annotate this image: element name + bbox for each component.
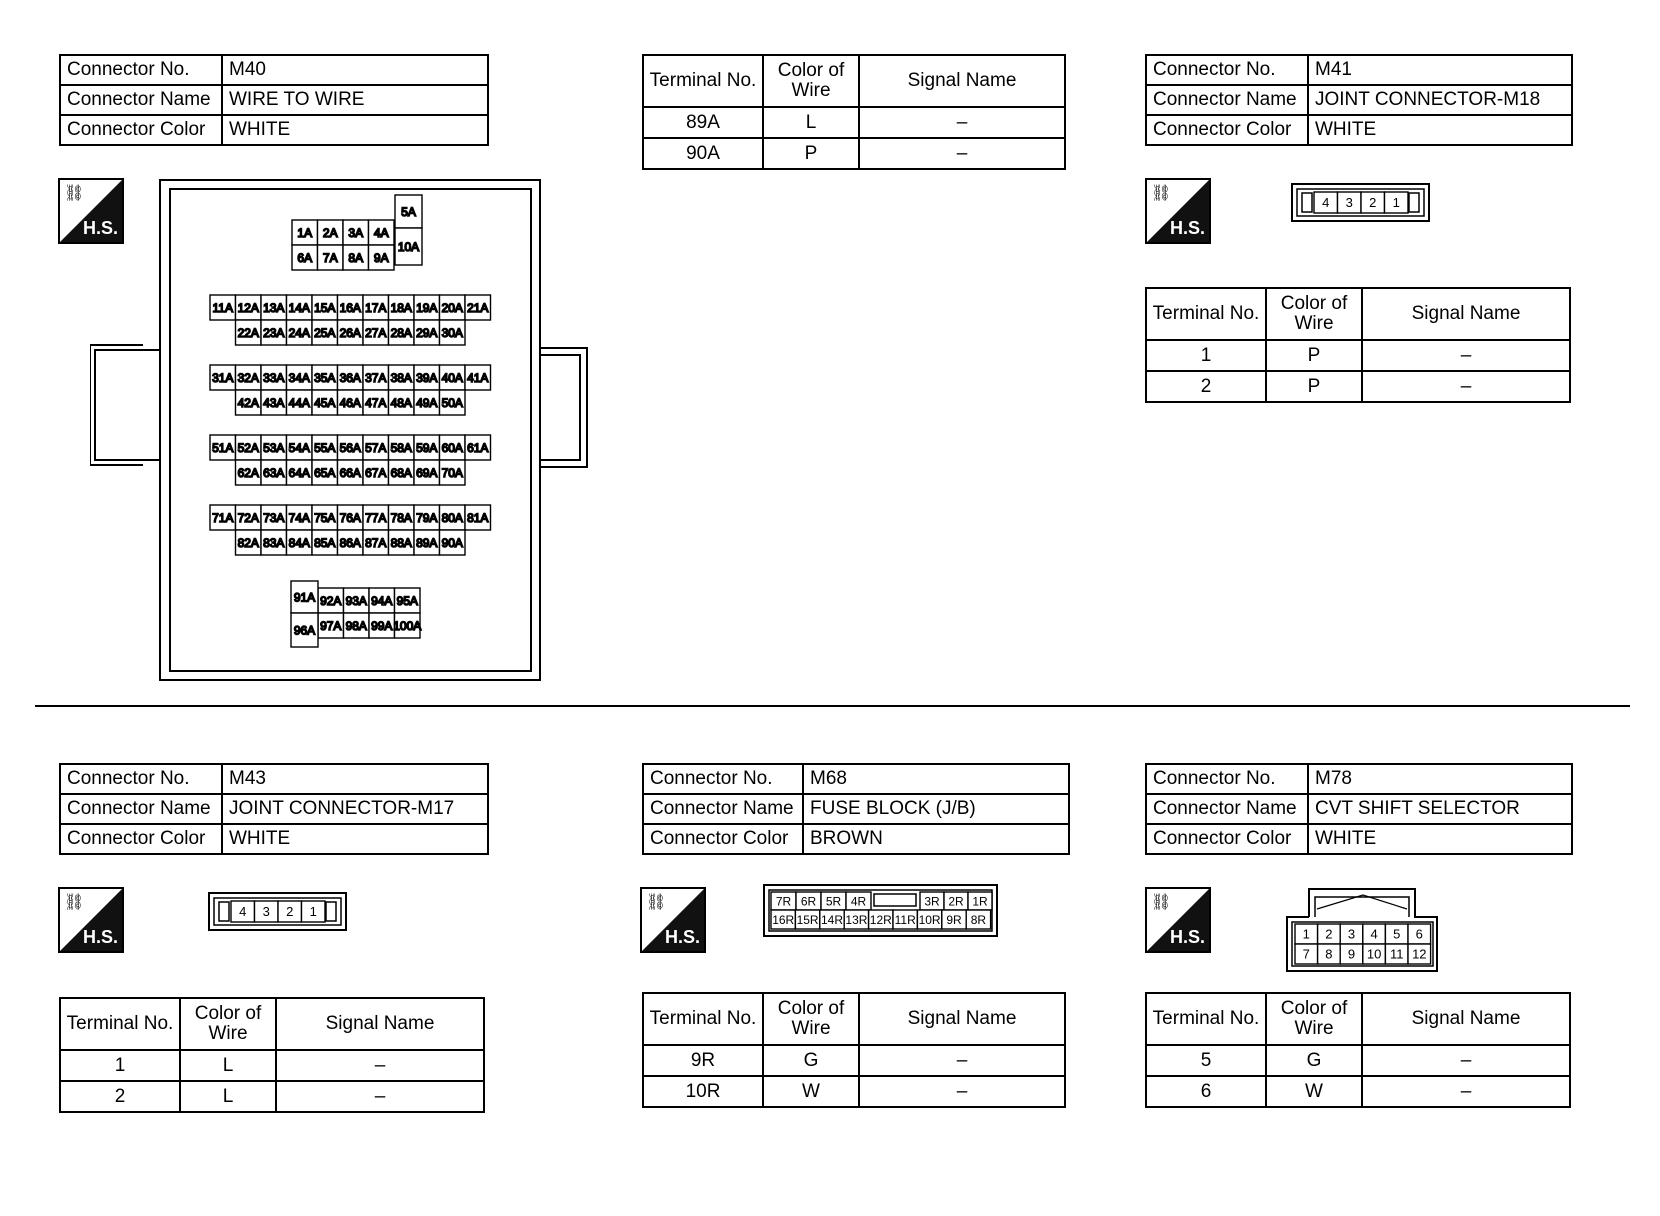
pin-label: 6A xyxy=(297,250,313,265)
pin-label: 7 xyxy=(1302,946,1310,962)
latch-icon xyxy=(1409,193,1419,212)
wire-color: G xyxy=(1266,1045,1362,1076)
table-header xyxy=(1146,993,1570,1045)
pin-label: 10A xyxy=(397,239,420,254)
pin-label: 22A xyxy=(237,325,259,340)
hs-label: H.S. xyxy=(1169,218,1205,238)
table-header xyxy=(643,993,1065,1045)
latch-icon xyxy=(1302,193,1312,212)
m68-connector-diagram xyxy=(762,883,1000,938)
pin-label: 51A xyxy=(212,440,234,455)
pin-label: 79A xyxy=(416,510,438,525)
table-row xyxy=(1146,1045,1570,1076)
table-row xyxy=(643,1076,1065,1107)
m41-info-table xyxy=(1145,54,1573,146)
pin-label: 7A xyxy=(322,250,338,265)
label-connector-no: Connector No. xyxy=(60,764,222,794)
m43-pin-row xyxy=(219,901,336,922)
pin-label: 95A xyxy=(396,593,418,608)
label-connector-no: Connector No. xyxy=(643,764,803,794)
header-terminal-no: Terminal No. xyxy=(643,55,763,107)
signal-name: – xyxy=(859,138,1065,169)
pin-label: 77A xyxy=(365,510,387,525)
pin-label: 56A xyxy=(339,440,361,455)
header-color-of: Color of xyxy=(1280,998,1348,1019)
pin-label: 28A xyxy=(390,325,412,340)
signal-name: – xyxy=(1362,1076,1570,1107)
pin-label: 73A xyxy=(263,510,285,525)
terminal-no: 6 xyxy=(1146,1076,1266,1107)
header-color-of-wire xyxy=(763,993,859,1045)
signal-name: – xyxy=(859,1076,1065,1107)
pin-label: 12A xyxy=(237,300,259,315)
table-row xyxy=(60,764,488,794)
pin-label: 3A xyxy=(348,225,364,240)
pin-label: 5R xyxy=(825,894,842,909)
pin-label: 80A xyxy=(441,510,463,525)
label-connector-name: Connector Name xyxy=(60,85,222,115)
pin-label: 15A xyxy=(314,300,336,315)
pin-label: 32A xyxy=(237,370,259,385)
pin-label: 4 xyxy=(1322,195,1330,211)
m68-terminal-table xyxy=(642,992,1066,1108)
pin-label: 11 xyxy=(1389,946,1404,962)
table-row xyxy=(60,85,488,115)
pin-label: 23A xyxy=(263,325,285,340)
table-row xyxy=(1146,340,1570,371)
wire-color: P xyxy=(1266,340,1362,371)
header-terminal-no: Terminal No. xyxy=(1146,288,1266,340)
hs-badge-icon xyxy=(640,887,706,953)
header-terminal-no: Terminal No. xyxy=(60,998,180,1050)
pin-label: 47A xyxy=(365,395,387,410)
m68-connector-no: M68 xyxy=(803,764,1069,794)
hs-label: H.S. xyxy=(82,927,118,947)
pin-label: 1R xyxy=(972,894,988,909)
pin-label: 18A xyxy=(390,300,412,315)
pin-label: 59A xyxy=(416,440,438,455)
hs-badge-icon xyxy=(58,887,124,953)
pin-label: 52A xyxy=(237,440,259,455)
table-row xyxy=(60,794,488,824)
pin-label: 27A xyxy=(365,325,387,340)
pin-label: 3 xyxy=(1345,195,1353,211)
m41-connector-name: JOINT CONNECTOR-M18 xyxy=(1308,85,1572,115)
pin-label: 81A xyxy=(467,510,489,525)
table-row xyxy=(643,794,1069,824)
header-wire: Wire xyxy=(1294,1018,1334,1039)
hs-label: H.S. xyxy=(1169,927,1205,947)
m78-info-table xyxy=(1145,763,1573,855)
label-connector-name: Connector Name xyxy=(60,794,222,824)
m41-connector-no: M41 xyxy=(1308,55,1572,85)
pin-label: 70A xyxy=(441,465,463,480)
pin-label: 31A xyxy=(212,370,234,385)
pin-label: 10 xyxy=(1366,946,1382,962)
m40-terminal-table xyxy=(642,54,1066,170)
m68-connector-color: BROWN xyxy=(803,824,1069,854)
header-wire: Wire xyxy=(208,1023,248,1044)
pin-label: 46A xyxy=(339,395,361,410)
header-color-of: Color of xyxy=(1280,293,1348,314)
pin-label: 97A xyxy=(320,618,342,633)
signal-name: – xyxy=(859,1045,1065,1076)
pin-label: 9R xyxy=(946,912,962,927)
signal-name: – xyxy=(859,107,1065,138)
pin-label: 5A xyxy=(401,204,416,219)
table-header xyxy=(60,998,484,1050)
pin-label: 100A xyxy=(393,618,422,633)
pin-label: 65A xyxy=(314,465,336,480)
table-row xyxy=(60,1081,484,1112)
table-row xyxy=(1146,115,1572,145)
pin-label: 12 xyxy=(1412,946,1427,962)
pin-label: 74A xyxy=(288,510,310,525)
pin-label: 76A xyxy=(339,510,361,525)
signal-name: – xyxy=(276,1050,484,1081)
header-wire: Wire xyxy=(791,80,831,101)
header-color-of-wire xyxy=(1266,288,1362,340)
pin-label: 75A xyxy=(314,510,336,525)
pin-label: 30A xyxy=(441,325,463,340)
pin-label: 24A xyxy=(288,325,310,340)
pin-label: 37A xyxy=(365,370,387,385)
wire-color: P xyxy=(763,138,859,169)
wire-color: L xyxy=(763,107,859,138)
pin-label: 12R xyxy=(869,912,892,927)
pin-label: 11A xyxy=(212,300,233,315)
pin-label: 21A xyxy=(467,300,489,315)
signal-name: – xyxy=(1362,1045,1570,1076)
pin-label: 82A xyxy=(237,535,259,550)
m40-connector-no: M40 xyxy=(222,55,488,85)
m41-connector-color: WHITE xyxy=(1308,115,1572,145)
pin-label: 4 xyxy=(239,904,247,920)
pin-label: 1 xyxy=(1392,195,1400,211)
pin-label: 29A xyxy=(416,325,438,340)
header-wire: Wire xyxy=(791,1018,831,1039)
pin-label: 26A xyxy=(339,325,361,340)
pin-label: 43A xyxy=(263,395,285,410)
pin-label: 4 xyxy=(1370,926,1378,942)
pin-label: 64A xyxy=(288,465,310,480)
pin-label: 11R xyxy=(894,912,916,927)
pin-label: 42A xyxy=(237,395,259,410)
pin-label: 10R xyxy=(918,912,941,927)
pin-label: 14R xyxy=(820,912,844,927)
table-row xyxy=(1146,85,1572,115)
pin-label: 88A xyxy=(390,535,412,550)
pin-label: 19A xyxy=(416,300,438,315)
m40-connector-name: WIRE TO WIRE xyxy=(222,85,488,115)
m40-info-table xyxy=(59,54,489,146)
pin-label: 63A xyxy=(263,465,285,480)
wire-color: W xyxy=(763,1076,859,1107)
header-signal-name: Signal Name xyxy=(276,998,484,1050)
wire-color: G xyxy=(763,1045,859,1076)
label-connector-name: Connector Name xyxy=(1146,794,1308,824)
m78-terminal-table xyxy=(1145,992,1571,1108)
pin-label: 67A xyxy=(365,465,387,480)
label-connector-no: Connector No. xyxy=(60,55,222,85)
m40-connector-diagram xyxy=(90,175,595,685)
pin-label: 50A xyxy=(441,395,463,410)
pin-label: 25A xyxy=(314,325,336,340)
table-row xyxy=(643,107,1065,138)
m43-terminal-table xyxy=(59,997,485,1113)
connector-icon: ⛓ xyxy=(646,894,667,911)
pin-label: 55A xyxy=(314,440,336,455)
label-connector-name: Connector Name xyxy=(1146,85,1308,115)
pin-label: 39A xyxy=(416,370,438,385)
pin-label: 35A xyxy=(314,370,336,385)
pin-label: 13A xyxy=(263,300,285,315)
table-header xyxy=(643,55,1065,107)
pin-label: 85A xyxy=(314,535,336,550)
header-color-of: Color of xyxy=(194,1003,262,1024)
m43-connector-no: M43 xyxy=(222,764,488,794)
pin-label: 5 xyxy=(1393,926,1401,942)
pin-label: 14A xyxy=(288,300,310,315)
terminal-no: 9R xyxy=(643,1045,763,1076)
pin-label: 45A xyxy=(314,395,336,410)
terminal-no: 89A xyxy=(643,107,763,138)
table-row xyxy=(1146,55,1572,85)
table-row xyxy=(643,824,1069,854)
pin-label: 1A xyxy=(297,225,313,240)
table-row xyxy=(60,1050,484,1081)
m43-connector-name: JOINT CONNECTOR-M17 xyxy=(222,794,488,824)
pin-label: 6 xyxy=(1415,926,1423,942)
pin-label: 20A xyxy=(441,300,463,315)
pin-label: 83A xyxy=(263,535,285,550)
table-row xyxy=(60,115,488,145)
m43-connector-color: WHITE xyxy=(222,824,488,854)
pin-label: 48A xyxy=(390,395,412,410)
header-signal-name: Signal Name xyxy=(1362,288,1570,340)
table-row xyxy=(1146,824,1572,854)
pin-label: 91A xyxy=(293,590,316,605)
pin-label: 57A xyxy=(365,440,387,455)
header-color-of-wire xyxy=(1266,993,1362,1045)
label-connector-name: Connector Name xyxy=(643,794,803,824)
label-connector-no: Connector No. xyxy=(1146,55,1308,85)
pin-label: 13R xyxy=(845,912,868,927)
header-signal-name: Signal Name xyxy=(859,55,1065,107)
pin-label: 44A xyxy=(288,395,310,410)
pin-label: 16R xyxy=(772,912,795,927)
pin-label: 6R xyxy=(800,894,817,909)
pin-label: 8 xyxy=(1325,946,1333,962)
terminal-no: 90A xyxy=(643,138,763,169)
m78-connector-no: M78 xyxy=(1308,764,1572,794)
m78-connector-diagram xyxy=(1285,887,1441,973)
m41-terminal-table xyxy=(1145,287,1571,403)
connector-icon: ⛓ xyxy=(64,185,85,202)
header-wire: Wire xyxy=(1294,313,1334,334)
header-color-of-wire xyxy=(763,55,859,107)
pin-label: 8A xyxy=(348,250,364,265)
wire-color: L xyxy=(180,1050,276,1081)
m78-pin-grid xyxy=(1295,924,1431,964)
wire-color: P xyxy=(1266,371,1362,402)
pin-label: 1 xyxy=(309,904,317,920)
label-connector-color: Connector Color xyxy=(1146,115,1308,145)
pin-label: 7R xyxy=(775,894,792,909)
label-connector-color: Connector Color xyxy=(643,824,803,854)
hs-badge-icon xyxy=(1145,887,1211,953)
pin-label: 2 xyxy=(286,904,294,920)
table-row xyxy=(60,55,488,85)
table-row xyxy=(1146,371,1570,402)
wire-color: W xyxy=(1266,1076,1362,1107)
pin-label: 98A xyxy=(345,618,367,633)
connector-icon: ⛓ xyxy=(1151,185,1172,202)
terminal-no: 1 xyxy=(60,1050,180,1081)
pin-label: 99A xyxy=(371,618,393,633)
pin-label: 2A xyxy=(322,225,338,240)
m41-pin-row xyxy=(1302,192,1419,213)
m78-connector-name: CVT SHIFT SELECTOR xyxy=(1308,794,1572,824)
m40-pin-grid xyxy=(210,195,491,647)
pin-label: 8R xyxy=(970,912,987,927)
pin-label: 49A xyxy=(416,395,438,410)
pin-label: 58A xyxy=(390,440,412,455)
hs-label: H.S. xyxy=(82,218,118,238)
pin-label: 72A xyxy=(237,510,259,525)
table-row xyxy=(1146,764,1572,794)
signal-name: – xyxy=(276,1081,484,1112)
pin-label: 89A xyxy=(416,535,438,550)
m40-connector-color: WHITE xyxy=(222,115,488,145)
label-connector-color: Connector Color xyxy=(60,824,222,854)
table-row xyxy=(643,764,1069,794)
pin-label: 41A xyxy=(467,370,489,385)
m78-connector-color: WHITE xyxy=(1308,824,1572,854)
terminal-no: 1 xyxy=(1146,340,1266,371)
pin-label: 2 xyxy=(1369,195,1377,211)
section-divider xyxy=(35,705,1630,707)
header-color-of: Color of xyxy=(777,60,845,81)
pin-label: 94A xyxy=(371,593,393,608)
header-signal-name: Signal Name xyxy=(859,993,1065,1045)
m68-connector-name: FUSE BLOCK (J/B) xyxy=(803,794,1069,824)
signal-name: – xyxy=(1362,340,1570,371)
pin-label: 15R xyxy=(796,912,819,927)
table-header xyxy=(1146,288,1570,340)
pin-label: 53A xyxy=(263,440,285,455)
header-color-of-wire xyxy=(180,998,276,1050)
pin-label: 9 xyxy=(1347,946,1356,962)
m68-pin-grid xyxy=(771,892,992,929)
pin-label: 34A xyxy=(288,370,310,385)
pin-label: 2R xyxy=(948,894,964,909)
table-row xyxy=(643,1045,1065,1076)
pin-label: 92A xyxy=(320,593,342,608)
header-color-of: Color of xyxy=(777,998,845,1019)
terminal-no: 10R xyxy=(643,1076,763,1107)
table-row xyxy=(60,824,488,854)
terminal-no: 5 xyxy=(1146,1045,1266,1076)
pin-label: 3 xyxy=(262,904,270,920)
m43-connector-diagram xyxy=(207,891,349,933)
pin-label: 71A xyxy=(212,510,234,525)
pin-label: 87A xyxy=(365,535,387,550)
pin-label: 61A xyxy=(467,440,489,455)
header-terminal-no: Terminal No. xyxy=(1146,993,1266,1045)
latch-icon xyxy=(326,902,336,921)
connector-icon: ⛓ xyxy=(1151,894,1172,911)
pin-label: 33A xyxy=(263,370,285,385)
label-connector-no: Connector No. xyxy=(1146,764,1308,794)
m41-connector-diagram xyxy=(1290,182,1432,224)
table-row xyxy=(1146,1076,1570,1107)
pin-label: 78A xyxy=(390,510,412,525)
terminal-no: 2 xyxy=(1146,371,1266,402)
header-terminal-no: Terminal No. xyxy=(643,993,763,1045)
m43-info-table xyxy=(59,763,489,855)
hs-badge-icon xyxy=(1145,178,1211,244)
terminal-no: 2 xyxy=(60,1081,180,1112)
pin-label: 84A xyxy=(288,535,310,550)
connector-icon: ⛓ xyxy=(64,894,85,911)
latch-icon xyxy=(219,902,229,921)
m68-info-table xyxy=(642,763,1070,855)
pin-label: 54A xyxy=(288,440,310,455)
hs-label: H.S. xyxy=(664,927,700,947)
pin-label: 66A xyxy=(339,465,361,480)
pin-label: 16A xyxy=(339,300,361,315)
pin-label: 40A xyxy=(441,370,463,385)
pin-label: 36A xyxy=(339,370,361,385)
table-row xyxy=(1146,794,1572,824)
label-connector-color: Connector Color xyxy=(1146,824,1308,854)
wire-color: L xyxy=(180,1081,276,1112)
pin-label: 9A xyxy=(373,250,389,265)
pin-label: 1 xyxy=(1302,926,1310,942)
pin-label: 86A xyxy=(339,535,361,550)
pin-label: 93A xyxy=(345,593,367,608)
pin-label: 69A xyxy=(416,465,438,480)
pin-label: 3R xyxy=(924,894,940,909)
pin-label: 17A xyxy=(365,300,387,315)
signal-name: – xyxy=(1362,371,1570,402)
header-signal-name: Signal Name xyxy=(1362,993,1570,1045)
table-row xyxy=(643,138,1065,169)
pin-label: 4A xyxy=(373,225,389,240)
pin-label: 38A xyxy=(390,370,412,385)
label-connector-color: Connector Color xyxy=(60,115,222,145)
pin-label: 2 xyxy=(1325,926,1333,942)
pin-label: 60A xyxy=(441,440,463,455)
pin-label: 62A xyxy=(237,465,259,480)
pin-label: 68A xyxy=(390,465,412,480)
pin-label: 4R xyxy=(850,894,867,909)
pin-label: 96A xyxy=(293,623,316,638)
pin-label: 3 xyxy=(1347,926,1356,942)
pin-label: 90A xyxy=(441,535,463,550)
